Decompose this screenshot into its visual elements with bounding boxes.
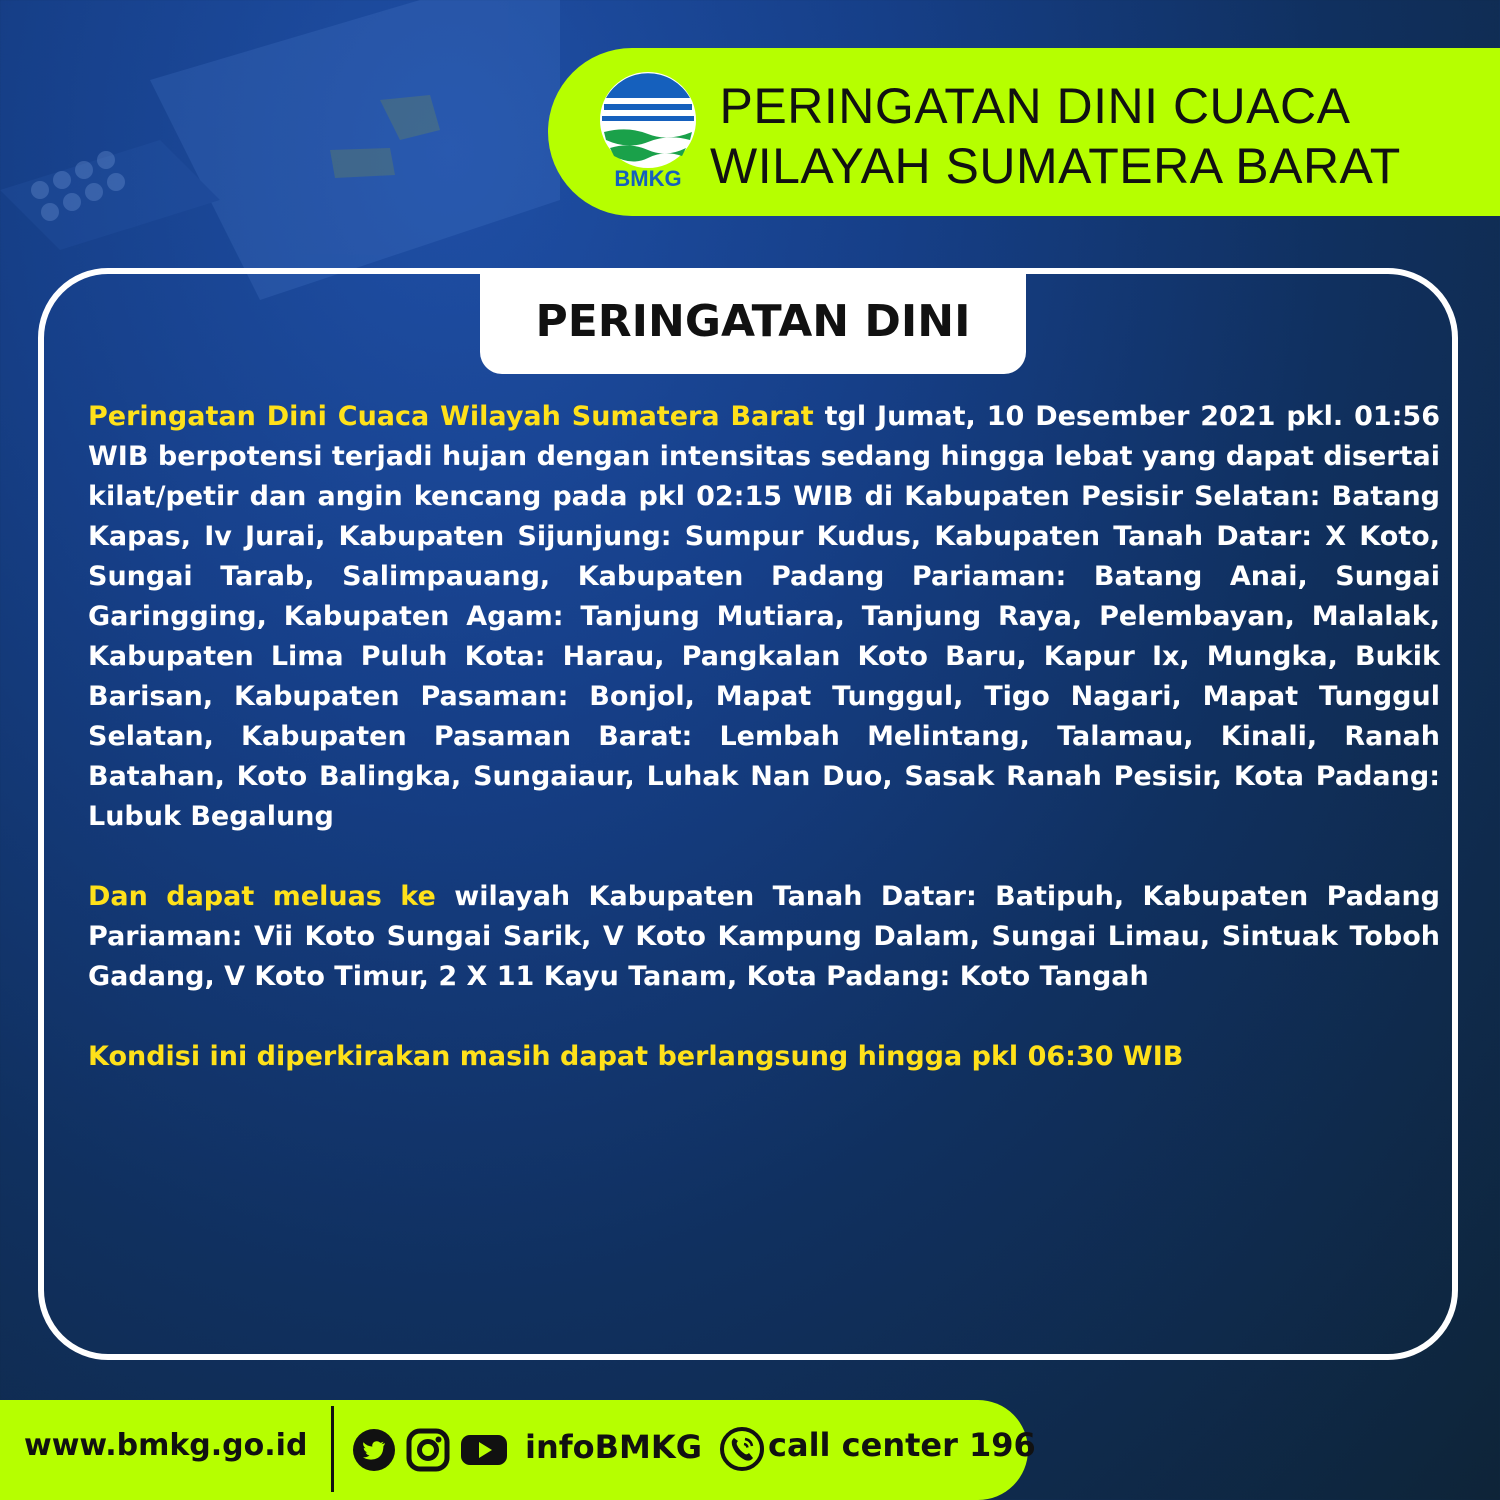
page-title	[710, 76, 1401, 196]
card-title: PERINGATAN DINI	[535, 295, 971, 347]
twitter-icon[interactable]	[352, 1428, 396, 1472]
warning-paragraph-1	[88, 397, 1440, 837]
paragraph-3-highlight: Kondisi ini diperkirakan masih dapat berlangsung hingga pkl 06:30 WIB	[88, 1041, 1184, 1072]
social-handle[interactable]: infoBMKG	[525, 1428, 702, 1466]
bmkg-logo	[598, 68, 698, 192]
paragraph-2-highlight: Dan dapat meluas ke	[88, 881, 436, 912]
paragraph-1-body: tgl Jumat, 10 Desember 2021 pkl. 01:56 WIB berpotensi terjadi hujan dengan intensitas sedang hingga lebat yang dapat disertai kilat/petir dan angin kencang pada pkl 02:15 WIB di Kabupaten Pesisir Selatan: Batang Kapas, Iv Jurai, Kabupaten Sijunjung: Sumpur Kudus, Kabupaten Tanah Datar: X Koto, Sungai Tarab, Salimpauang, Kabupaten Padang Pariaman: Batang Anai, Sungai Garingging, Kabupaten Agam: Tanjung Mutiara, Tanjung Raya, Pelembayan, Malalak, Kabupaten Lima Puluh Kota: Harau, Pangkalan Koto Baru, Kapur Ix, Mungka, Bukik Barisan, Kabupaten Pasaman: Bonjol, Mapat Tunggul, Tigo Nagari, Mapat Tunggul Selatan, Kabupaten Pasaman Barat: Lembah Melintang, Talamau, Kinali, Ranah Batahan, Koto Balingka, Sungaiaur, Luhak Nan Duo, Sasak Ranah Pesisir, Kota Padang: Lubuk Begalung	[88, 401, 1441, 832]
website-link[interactable]: www.bmkg.go.id	[24, 1428, 308, 1463]
paragraph-1-highlight: Peringatan Dini Cuaca Wilayah Sumatera Barat	[88, 401, 814, 432]
warning-text	[88, 397, 1440, 1117]
phone-icon[interactable]	[720, 1427, 764, 1471]
youtube-icon[interactable]	[460, 1428, 508, 1472]
footer-divider	[331, 1406, 334, 1492]
card-tab	[480, 268, 1026, 374]
warning-paragraph-3	[88, 1037, 1440, 1077]
paragraph-2-body: wilayah Kabupaten Tanah Datar: Batipuh, Kabupaten Padang Pariaman: Vii Koto Sungai Sarik, V Koto Kampung Dalam, Sungai Limau, Sintuak Toboh Gadang, V Koto Timur, 2 X 11 Kayu Tanam, Kota Padang: Koto Tangah	[88, 881, 1441, 992]
title-line-1: PERINGATAN DINI CUACA	[719, 78, 1351, 134]
instagram-icon[interactable]	[406, 1428, 450, 1472]
svg-text:BMKG: BMKG	[614, 166, 682, 191]
call-center-label[interactable]: call center 196	[768, 1426, 1036, 1464]
title-line-2: WILAYAH SUMATERA BARAT	[710, 138, 1401, 194]
warning-paragraph-2	[88, 877, 1440, 997]
